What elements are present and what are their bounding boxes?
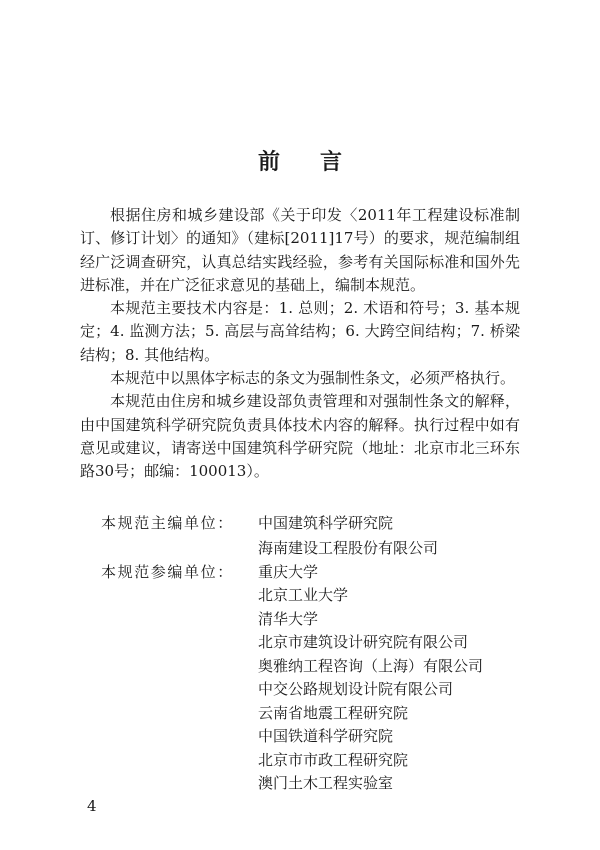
participating-editor-unit: 北京工业大学 <box>258 586 349 604</box>
participating-editor-unit: 中交公路规划设计院有限公司 <box>258 680 454 698</box>
participating-editor-unit: 奥雅纳工程咨询（上海）有限公司 <box>258 657 484 675</box>
page-number: 4 <box>87 797 97 815</box>
title-char-1: 前 <box>257 149 280 175</box>
participating-editor-unit: 云南省地震工程研究院 <box>258 704 409 722</box>
participating-editor-unit: 重庆大学 <box>258 563 319 581</box>
paragraph-contents: 本规范主要技术内容是：1. 总则；2. 术语和符号；3. 基本规定；4. 监测方法；5. 高层与高耸结构；6. 大跨空间结构；7. 桥梁结构；8. 其他结构。 <box>80 299 520 364</box>
paragraph-management: 本规范由住房和城乡建设部负责管理和对强制性条文的解释，由中国建筑科学研究院负责具体技术内容的解释。执行过程中如有意见或建议，请寄送中国建筑科学研究院（地址：北京市北三环东路30号；邮编：100013）。 <box>80 392 520 481</box>
chief-editor-unit: 中国建筑科学研究院 <box>258 514 394 532</box>
chief-editor-label: 本规范主编单位： <box>101 514 234 532</box>
page-title <box>0 145 600 176</box>
participating-editor-unit: 中国铁道科学研究院 <box>258 727 394 745</box>
paragraph-mandatory: 本规范中以黑体字标志的条文为强制性条文，必须严格执行。 <box>110 369 516 388</box>
participating-editor-unit: 清华大学 <box>258 610 319 628</box>
title-char-2: 言 <box>320 149 343 175</box>
participating-editor-label: 本规范参编单位： <box>101 563 234 581</box>
participating-editor-unit: 澳门土木工程实验室 <box>258 774 394 792</box>
document-body <box>80 204 520 484</box>
chief-editor-unit: 海南建设工程股份有限公司 <box>258 539 439 557</box>
participating-editor-unit: 北京市建筑设计研究院有限公司 <box>258 633 469 651</box>
paragraph-background: 根据住房和城乡建设部《关于印发〈2011年工程建设标准制订、修订计划〉的通知》（建标[2011]17号）的要求，规范编制组经广泛调查研究，认真总结实践经验，参考有关国际标准和国外先进标准，并在广泛征求意见的基础上，编制本规范。 <box>80 206 520 294</box>
participating-editor-unit: 北京市市政工程研究院 <box>258 751 409 769</box>
